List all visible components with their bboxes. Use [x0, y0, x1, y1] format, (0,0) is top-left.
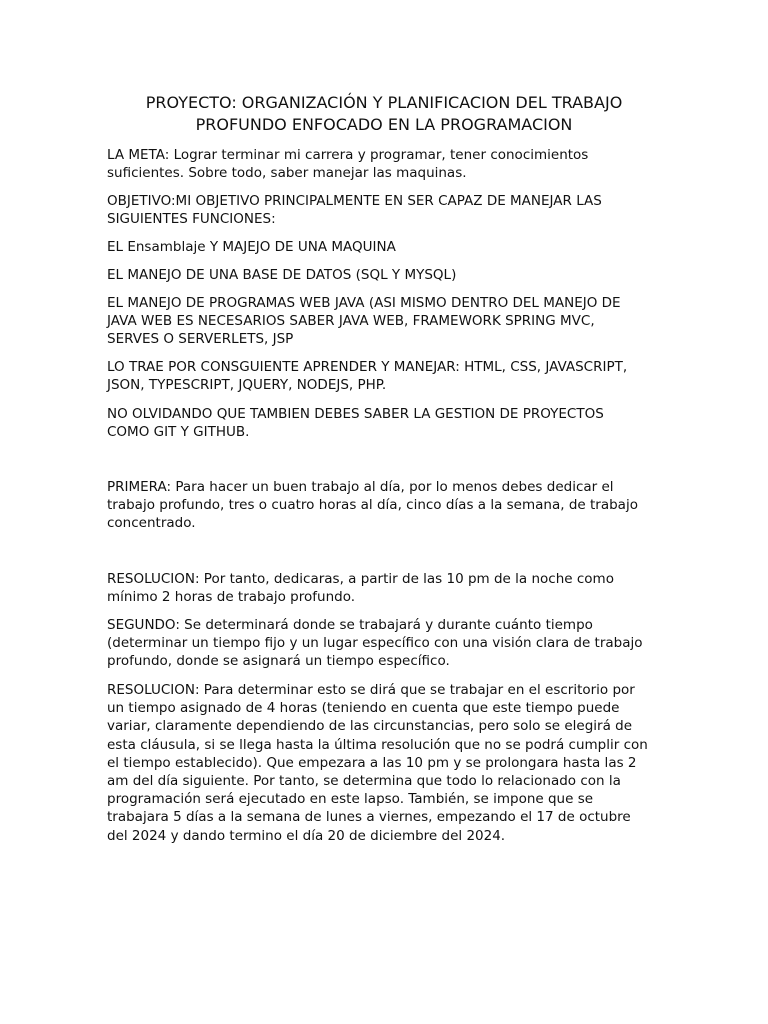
- text-line: SIGUIENTES FUNCIONES:: [107, 211, 276, 228]
- paragraph-primera: [107, 478, 677, 533]
- paragraph-ensamblaje: [107, 238, 677, 256]
- text-line: variar, claramente dependiendo de las circunstancias, pero solo se elegirá de: [107, 718, 633, 735]
- text-line: EL MANEJO DE UNA BASE DE DATOS (SQL Y MYSQL): [107, 267, 457, 283]
- paragraph-segundo: [107, 616, 677, 671]
- text-line: el tiempo establecido). Que empezara a las 10 pm y se prolongara hasta las 2: [107, 754, 637, 771]
- text-line: JAVA WEB ES NECESARIOS SABER JAVA WEB, FRAMEWORK SPRING MVC,: [107, 313, 595, 330]
- text-line: NO OLVIDANDO QUE TAMBIEN DEBES SABER LA GESTION DE PROYECTOS: [107, 406, 604, 422]
- text-line: EL Ensamblaje Y MAJEJO DE UNA MAQUINA: [107, 239, 396, 255]
- text-line: LA META: Lograr terminar mi carrera y programar, tener conocimientos: [107, 147, 589, 163]
- text-line: trabajara 5 días a la semana de lunes a viernes, empezando el 17 de octubre: [107, 809, 631, 826]
- text-line: COMO GIT Y GITHUB.: [107, 424, 250, 441]
- text-line: PRIMERA: Para hacer un buen trabajo al día, por lo menos debes dedicar el: [107, 479, 614, 495]
- text-line: (determinar un tiempo fijo y un lugar específico con una visión clara de trabajo: [107, 635, 643, 652]
- text-line: suficientes. Sobre todo, saber manejar las maquinas.: [107, 165, 467, 182]
- text-line: am del día siguiente. Por tanto, se determina que todo lo relacionado con la: [107, 773, 621, 790]
- text-line: RESOLUCION: Para determinar esto se dirá que se trabajar en el escritorio por: [107, 682, 635, 698]
- text-line: mínimo 2 horas de trabajo profundo.: [107, 589, 356, 606]
- text-line: SERVES O SERVERLETS, JSP: [107, 331, 294, 348]
- text-line: EL MANEJO DE PROGRAMAS WEB JAVA (ASI MISMO DENTRO DEL MANEJO DE: [107, 295, 621, 311]
- text-line: del 2024 y dando termino el día 20 de diciembre del 2024.: [107, 827, 506, 844]
- text-line: programación será ejecutado en este lapso. También, se impone que se: [107, 791, 594, 808]
- paragraph-gestion-proyectos: [107, 405, 677, 441]
- text-line: OBJETIVO:MI OBJETIVO PRINCIPALMENTE EN SER CAPAZ DE MANEJAR LAS: [107, 193, 602, 209]
- text-line: LO TRAE POR CONSGUIENTE APRENDER Y MANEJAR: HTML, CSS, JAVASCRIPT,: [107, 359, 628, 375]
- paragraph-web-java: [107, 294, 677, 349]
- text-line: trabajo profundo, tres o cuatro horas al día, cinco días a la semana, de trabajo: [107, 497, 638, 514]
- text-line: esta cláusula, si se llega hasta la última resolución que no se podrá cumplir con: [107, 736, 648, 753]
- title-line: PROFUNDO ENFOCADO EN LA PROGRAMACION: [195, 115, 573, 134]
- paragraph-resolucion-1: [107, 570, 677, 606]
- paragraph-objetivo: [107, 192, 677, 228]
- paragraph-resolucion-2: [107, 681, 677, 845]
- text-line: JSON, TYPESCRIPT, JQUERY, NODEJS, PHP.: [107, 377, 387, 394]
- paragraph-base-de-datos: [107, 266, 677, 284]
- paragraph-tecnologias: [107, 358, 677, 394]
- text-line: SEGUNDO: Se determinará donde se trabajará y durante cuánto tiempo: [107, 617, 593, 633]
- paragraph-meta: [107, 146, 677, 182]
- text-line: un tiempo asignado de 4 horas (teniendo en cuenta que este tiempo puede: [107, 700, 620, 717]
- text-line: RESOLUCION: Por tanto, dedicaras, a partir de las 10 pm de la noche como: [107, 571, 614, 587]
- document-title: [80, 92, 688, 136]
- title-line: PROYECTO: ORGANIZACIÓN Y PLANIFICACION DEL TRABAJO: [145, 93, 623, 112]
- text-line: concentrado.: [107, 515, 196, 532]
- text-line: profundo, donde se asignará un tiempo específico.: [107, 653, 450, 670]
